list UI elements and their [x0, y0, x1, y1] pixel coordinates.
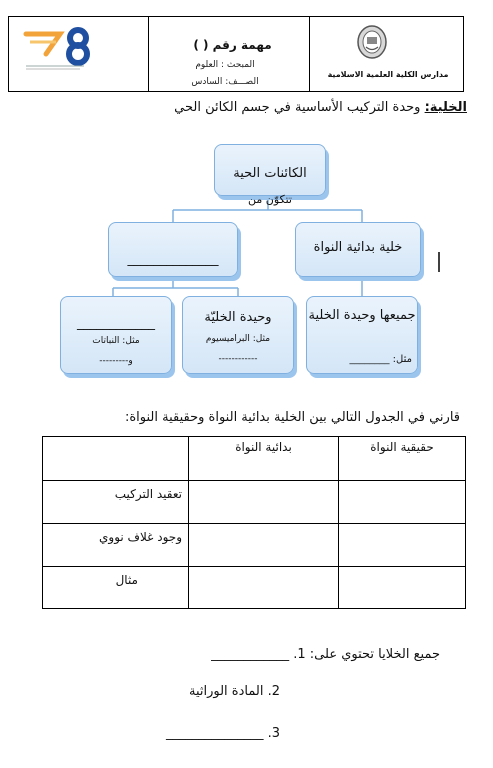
prokaryote-label: خلية بدائية النواة [313, 240, 403, 255]
table-row [43, 437, 466, 481]
unicellular-label: وحيدة الخليّة [204, 310, 272, 325]
table-row [43, 524, 466, 567]
table-cell[interactable] [189, 567, 339, 609]
multicellular-example-blank: و--------- [99, 356, 133, 366]
header-eukaryote: حقيقية النواة [339, 437, 466, 481]
subject-label: المبحث : العلوم [195, 60, 255, 70]
table-row [43, 481, 466, 524]
row-label-complexity: تعقيد التركيب [43, 481, 189, 524]
table-cell[interactable] [43, 437, 189, 481]
table-cell[interactable] [189, 481, 339, 524]
task-title: مهمة رقم ( ) [193, 38, 272, 52]
unicellular-example: مثل: البراميسيوم [205, 334, 271, 344]
prokaryote-example-blank: مثل: ________ [349, 354, 412, 365]
question-3: 3. _______________ [165, 726, 280, 741]
definition-term: الخلية: [424, 100, 467, 115]
table-cell[interactable] [339, 567, 466, 609]
unicellular-example-blank: ------------ [218, 354, 258, 364]
grade-label: الصـــف: السادس [191, 77, 259, 87]
table-cell[interactable] [339, 524, 466, 567]
eukaryote-blank: ______________ [127, 252, 219, 267]
table-row [43, 567, 466, 609]
table-cell[interactable] [189, 524, 339, 567]
concept-box-eukaryote [108, 222, 238, 277]
compare-instruction: قارني في الجدول التالي بين الخلية بدائية النواة وحقيقية النواة: [124, 410, 460, 425]
prokaryote-detail-label: جميعها وحيدة الخلية [308, 308, 416, 323]
header-prokaryote: بدائية النواة [189, 437, 339, 481]
table-cell[interactable] [339, 481, 466, 524]
comparison-table [42, 436, 466, 609]
definition-text: وحدة التركيب الأساسية في جسم الكائن الحي [174, 100, 425, 115]
row-label-example: مثال [43, 567, 189, 609]
row-label-nuclear-envelope: وجود غلاف نووي [43, 524, 189, 567]
question-2: 2. المادة الوراثية [188, 684, 280, 699]
school-name: مدارس الكلية العلمية الاسلامية [327, 70, 449, 79]
multicellular-blank: ____________ [77, 316, 155, 331]
multicellular-example: مثل: النباتات [92, 336, 140, 346]
root-label: الكائنات الحية [233, 166, 307, 181]
question-1: جميع الخلايا تحتوي على: 1. ____________ [211, 647, 440, 662]
root-subtext: تتكوّن من [248, 193, 292, 206]
